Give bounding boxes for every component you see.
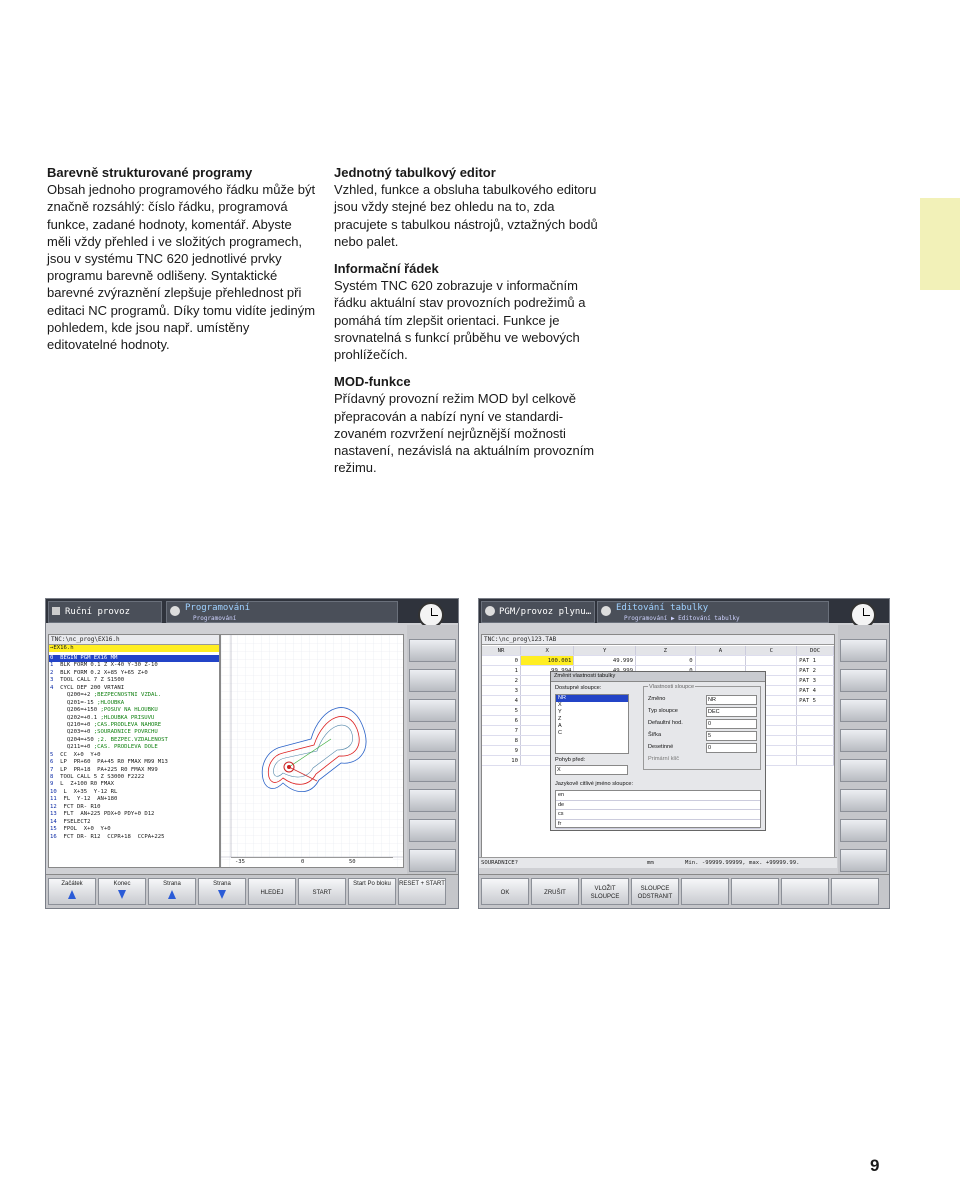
line-code: BLK FORM 0.2 X+85 Y+65 Z+0 [60,669,148,676]
line-comment: ;POSUV NA HLOUBKU [100,707,158,714]
table-cell[interactable]: 0 [636,656,696,666]
program-line[interactable] [49,811,219,818]
page-number: 9 [870,1156,880,1175]
vertical-softkey[interactable] [840,849,887,872]
section-heading: MOD-funkce [334,374,411,390]
line-comment: ;BEZPECNOSTNI VZDAL. [93,692,162,699]
line-code: TOOL CALL 7 Z S1500 [60,677,125,684]
softkey-remove-column[interactable]: SLOUPCE ODSTRANIT [631,878,679,905]
right-column [334,164,606,486]
line-code: LP PR+60 PA+45 R0 FMAX M99 M13 [60,759,168,766]
lang-row[interactable]: cs [556,810,760,820]
program-icon [170,606,180,616]
lang-row[interactable]: en [556,791,760,801]
line-code: Q204=+50 [66,736,94,743]
table-properties-dialog [550,671,766,831]
table-cell[interactable] [797,716,834,726]
line-comment: ;SOURADNICE POVRCHU [93,729,158,736]
column-properties-group: Vlastnosti sloupce Změno NR Typ sloupce DEC Defaultní hod. 0 Šířka 5 Desetinné 0 Primární klíč [643,686,761,770]
width-field[interactable]: 5 [706,731,757,741]
vertical-softkey[interactable] [409,699,456,722]
line-number: 5 [50,751,54,758]
table-cell[interactable]: PAT 1 [797,656,834,666]
line-code: Q201=-15 [66,699,94,706]
vertical-softkey[interactable] [409,639,456,662]
vertical-softkey[interactable] [409,729,456,752]
softkey-single-block[interactable]: Start Po bloku [348,878,396,905]
program-line[interactable] [49,715,219,722]
contour-graphic [221,635,403,867]
line-code: Q210=+0 [66,721,91,728]
vertical-softkey[interactable] [840,819,887,842]
line-number: 15 [50,826,57,833]
section-body: Obsah jednoho programového řádku může být značně rozsáhlý: číslo řádku, programová funkce, zadané hodnoty, komentář. Abyste měli vždy přehled i ve složitých programech, jsou v systému TNC 620 jednotlivé prvky programu barevně odlišeny. Syntaktické barevné zvýraznění zlepšuje přehlednost při editaci NC programů. Díky tomu vidíte jediným pohledem, kde jsou např. umístěny editovatelné hodnoty. [47,182,316,353]
table-editor-screenshot [478,598,890,909]
vertical-softkey[interactable] [409,789,456,812]
column-header[interactable]: DOC [797,646,834,656]
program-line[interactable] [49,781,219,788]
line-comment: ;2. BEZPEC.VZDALENOST [97,736,168,743]
hand-icon [52,607,60,615]
mode-programming-button[interactable]: Programování Programování [166,601,398,623]
file-path: TNC:\nc_prog\EX16.h [49,635,219,645]
table-cell[interactable]: 4 [482,696,521,706]
table-cell[interactable] [746,656,797,666]
program-line[interactable] [49,774,219,781]
list-item[interactable]: Z [558,716,562,722]
table-cell[interactable] [797,736,834,746]
vertical-softkey[interactable] [409,669,456,692]
line-code: FLT AN+225 PDX+0 PDY+0 D12 [63,811,155,818]
line-code: CC X+0 Y+0 [60,751,101,758]
line-number: 2 [50,669,54,676]
program-line[interactable] [49,729,219,736]
line-number: 8 [50,774,54,780]
line-number: 14 [50,818,57,825]
list-item[interactable]: X [558,702,562,708]
line-code: CYCL DEF 200 VRTANI [60,684,125,691]
line-code: Q211=+0 [66,744,91,751]
softkey-run[interactable]: START [298,878,346,905]
section-body: Systém TNC 620 zobrazuje v informačním řádku aktuální stav provozních podrežimů a pomáhá tím zlepšit orientaci. Funkce je srovnatelná s funkcí průběhu ve webových prohlížečích. [334,278,586,363]
arrow-down-icon [218,890,226,899]
table-cell[interactable]: PAT 4 [797,686,834,696]
column-header[interactable]: A [695,646,746,656]
lang-names-label: Jazykově citlivé jméno sloupce: [555,781,634,787]
softkey-cancel[interactable]: ZRUŠIT [531,878,579,905]
program-lines [49,655,219,867]
line-number: 13 [50,811,57,818]
table-cell[interactable]: 6 [482,716,521,726]
line-code: L X+35 Y-12 RL [63,788,118,795]
sidebar-softkeys [407,625,458,874]
line-code: BEGIN PGM EX16 MM [60,655,118,661]
softkey-reset-start[interactable]: RESET + START [398,878,446,905]
program-line[interactable] [49,759,219,766]
line-code: FPOL X+0 Y+0 [63,826,111,833]
line-code: FSELECT2 [63,818,91,825]
vertical-softkey[interactable] [840,639,887,662]
table-row[interactable] [482,656,834,666]
table-cell[interactable]: PAT 5 [797,696,834,706]
lang-names-table[interactable] [555,790,761,828]
program-line[interactable] [49,796,219,803]
softkey-end[interactable]: Konec [98,878,146,905]
section-heading: Jednotný tabulkový editor [334,165,496,180]
lang-row[interactable]: fr [556,820,760,830]
program-line[interactable] [49,752,219,759]
lang-row[interactable]: de [556,801,760,811]
line-code: Q202=+0.1 [66,714,98,721]
line-code: FCT DR- R10 [63,803,101,810]
file-tab[interactable]: →EX16.h [49,645,219,652]
table-cell[interactable]: 7 [482,726,521,736]
vertical-softkey[interactable] [840,789,887,812]
move-before-label: Pohyb před: [555,757,586,763]
table-cell[interactable]: 2 [482,676,521,686]
list-item[interactable]: Y [558,709,562,715]
column-type-field[interactable]: DEC [706,707,757,717]
vertical-softkey[interactable] [840,729,887,752]
softkey-bar [479,874,889,908]
move-before-select[interactable]: X [555,765,628,775]
softkey-search[interactable]: HLEDEJ [248,878,296,905]
list-item[interactable]: A [558,723,562,729]
table-cell[interactable]: 9 [482,746,521,756]
vertical-softkey[interactable] [840,669,887,692]
table-header-row [482,646,834,656]
program-line[interactable] [49,670,219,677]
line-number: 16 [50,833,57,840]
table-cell[interactable]: 5 [482,706,521,716]
program-line[interactable] [49,819,219,826]
line-code: Q200=+2 [66,692,91,699]
softkey-start[interactable]: Začátek [48,878,96,905]
left-column [47,164,317,363]
softkey-insert-column[interactable]: VLOŽIT SLOUPCE [581,878,629,905]
table-cell[interactable]: 49.999 [574,656,636,666]
table-cell[interactable] [797,726,834,736]
vertical-softkey[interactable] [409,819,456,842]
vertical-softkey[interactable] [409,849,456,872]
table-cell[interactable]: PAT 3 [797,676,834,686]
chapter-tab [920,198,960,290]
table-cell[interactable] [797,706,834,716]
softkey-page-up[interactable]: Strana [148,878,196,905]
graphics-view [220,634,404,868]
line-number: 12 [50,803,57,810]
program-line[interactable] [49,655,219,662]
program-line[interactable] [49,826,219,833]
line-code: LP PR+18 PA+225 R0 FMAX M99 [60,766,158,773]
programming-screenshot [45,598,459,909]
section-body: Vzhled, funkce a obsluha tabulkového editoru jsou vždy stejné bez ohledu na to, zda pracujete s tabulkou nástrojů, vztažných bodů nebo palet. [334,182,598,249]
softkey-empty[interactable] [681,878,729,905]
line-code: FCT DR- R12 CCPR+18 CCPA+225 [63,833,165,840]
arrow-up-icon [68,890,76,899]
vertical-softkey[interactable] [840,699,887,722]
table-cell[interactable] [797,746,834,756]
program-line[interactable] [49,744,219,751]
program-line[interactable] [49,834,219,841]
status-line: SOURADNICE? mm Min. -99999.99999, max. +99999.99. [479,857,837,868]
section-body: Přídavný provozní režim MOD byl celkově přepracován a nabízí nyní ve standardi-zovaném rozvržení nejrůznější možnosti nastavení, nezávislá na aktuálním provozním režimu. [334,391,595,476]
table-cell[interactable]: 100.001 [521,656,574,666]
program-icon [601,606,611,616]
table-panel [481,634,835,868]
available-columns-label: Dostupné sloupce: [555,685,602,691]
line-number: 9 [50,781,54,788]
sidebar-softkeys [838,625,889,874]
file-path: TNC:\nc_prog\123.TAB [482,635,834,645]
program-line[interactable] [49,677,219,684]
vertical-softkey[interactable] [840,759,887,782]
ruler: -35 0 50 [231,857,393,867]
program-line[interactable] [49,685,219,692]
mode-bar [479,599,889,623]
table-cell[interactable]: 10 [482,756,521,766]
mode-manual-button[interactable]: Ruční provoz [48,601,162,623]
table-cell[interactable] [695,656,746,666]
mode-bar [46,599,458,623]
line-comment: ;HLOUBKA PRISUVU [100,714,155,721]
line-number: 6 [50,759,54,766]
line-number: 4 [50,684,54,691]
mode-machine-button[interactable]: PGM/provoz plynu… [481,601,595,623]
column-header[interactable]: X [521,646,574,656]
line-code: FL Y-12 AN+180 [63,796,118,803]
column-header[interactable]: Y [574,646,636,656]
program-line[interactable] [49,722,219,729]
line-comment: ;CAS.PRODLEVA NAHORE [93,721,162,728]
table-cell[interactable]: 8 [482,736,521,746]
line-code: Q206=+150 [66,707,98,714]
program-line[interactable] [49,767,219,774]
softkey-page-down[interactable]: Strana [198,878,246,905]
table-cell[interactable]: 1 [482,666,521,676]
line-code: L Z+100 R0 FMAX [60,781,115,788]
softkey-empty[interactable] [781,878,829,905]
section-heading: Barevně strukturované programy [47,165,253,180]
program-line[interactable] [49,804,219,811]
vertical-softkey[interactable] [409,759,456,782]
line-comment: ;HLOUBKA [97,699,125,706]
table-cell[interactable]: 3 [482,686,521,696]
dialog-title: Změnit vlastnosti tabulky [551,672,765,682]
list-item[interactable]: NR [556,695,628,702]
line-number: 11 [50,796,57,803]
line-number: 1 [50,662,54,669]
play-icon [485,606,495,616]
program-line[interactable] [49,737,219,744]
program-editor [48,634,220,868]
available-columns-list[interactable] [555,694,629,754]
program-line[interactable] [49,707,219,714]
line-number: 7 [50,766,54,773]
arrow-up-icon [168,890,176,899]
arrow-down-icon [118,890,126,899]
softkey-ok[interactable]: OK [481,878,529,905]
softkey-empty[interactable] [731,878,779,905]
default-value-field[interactable]: 0 [706,719,757,729]
program-line[interactable] [49,692,219,699]
line-number: 10 [50,788,57,795]
primary-key-checkbox[interactable]: Primární klíč [648,756,680,762]
line-comment: ;CAS. PRODLEVA DOLE [93,744,158,751]
softkey-bar [46,874,458,908]
table-cell[interactable]: PAT 2 [797,666,834,676]
line-code: BLK FORM 0.1 Z X-40 Y-30 Z-10 [60,662,158,669]
list-item[interactable]: C [558,730,562,736]
line-code: Q203=+0 [66,729,91,736]
column-header[interactable]: C [746,646,797,656]
column-header[interactable]: NR [482,646,521,656]
section-heading: Informační řádek [334,261,439,277]
line-number: 3 [50,677,54,684]
program-line[interactable] [49,700,219,707]
program-line[interactable] [49,662,219,669]
line-code: TOOL CALL 5 Z S3000 F2222 [60,774,145,780]
column-name-field[interactable]: NR [706,695,757,705]
table-cell[interactable]: 0 [482,656,521,666]
line-number: 0 [50,655,54,661]
table-cell[interactable] [797,756,834,766]
program-line[interactable] [49,789,219,796]
decimals-field[interactable]: 0 [706,743,757,753]
column-header[interactable]: Z [636,646,696,656]
softkey-empty[interactable] [831,878,879,905]
mode-edit-table-button[interactable]: Editování tabulky Programování ▶ Editování tabulky [597,601,829,623]
